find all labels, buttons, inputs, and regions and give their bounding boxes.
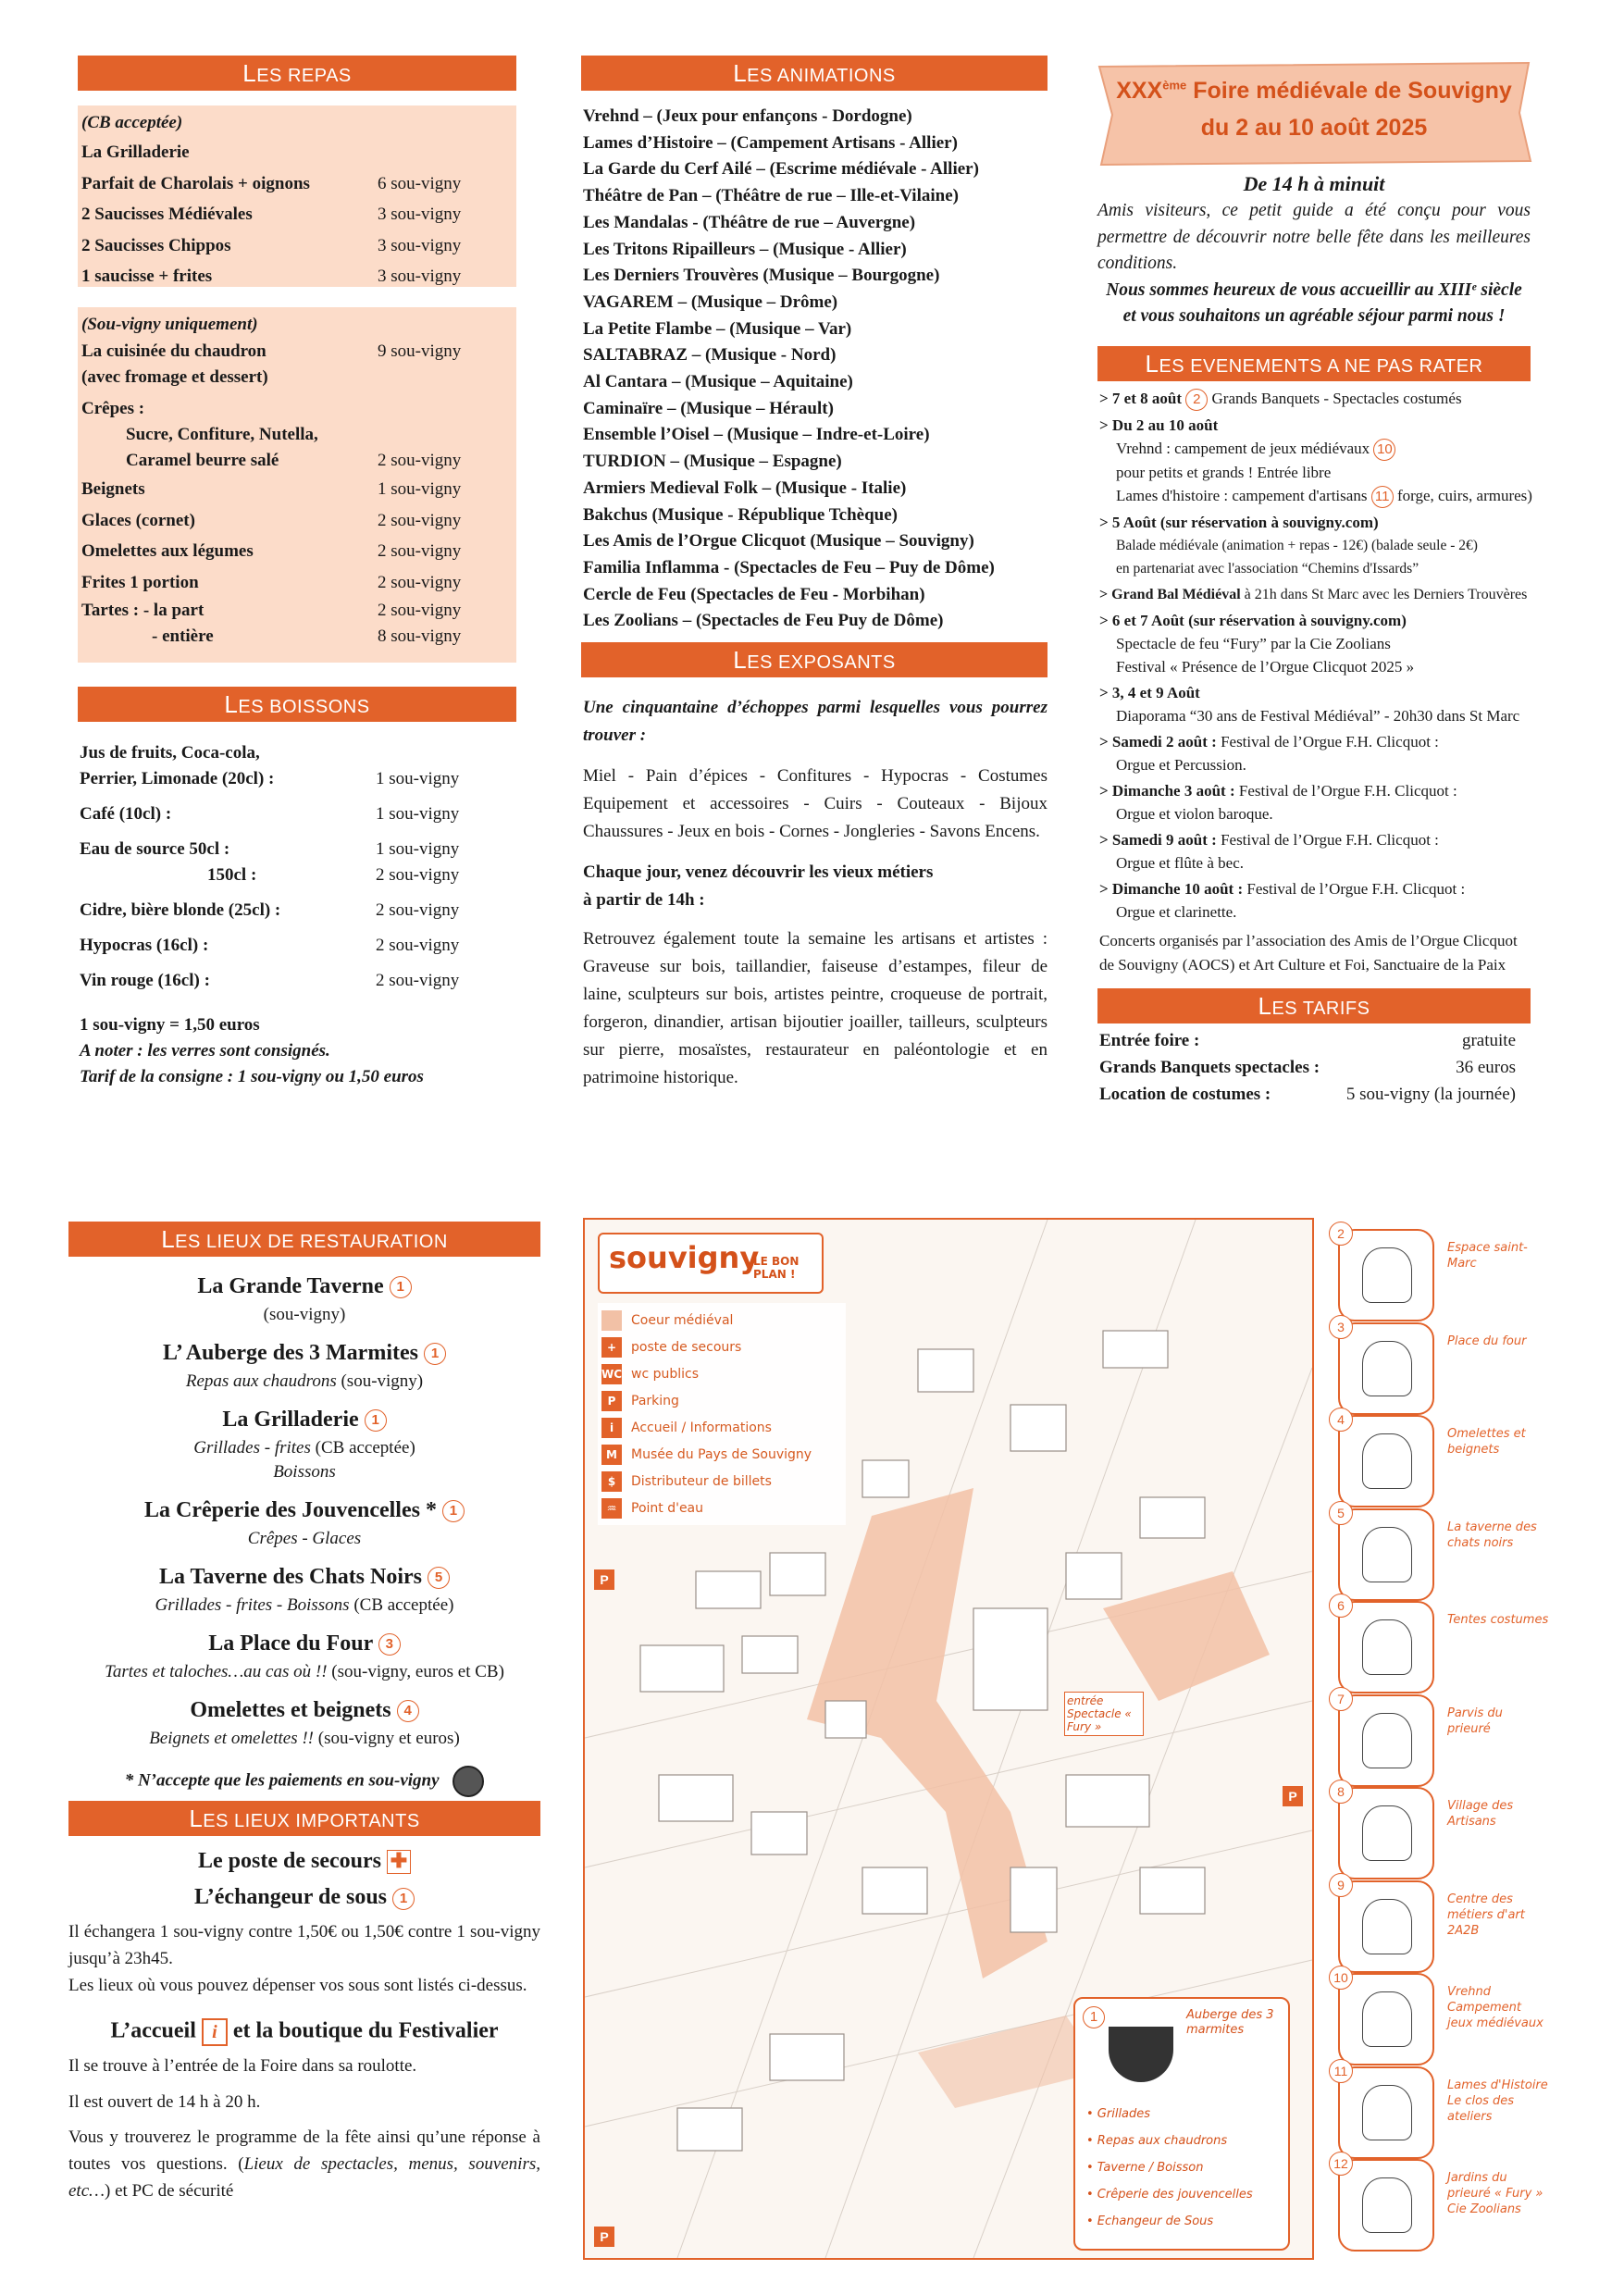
animation-item: Familia Inflamma - (Spectacles de Feu – Puy de Dôme) xyxy=(583,557,995,577)
animation-item: Les Amis de l’Orgue Clicquot (Musique – Souvigny) xyxy=(583,531,974,552)
cauldron-icon xyxy=(1109,2027,1173,2082)
side-legend-label: Jardins du prieuré « Fury » Cie Zoolians xyxy=(1447,2171,1543,2216)
animation-item: Vrehnd – (Jeux pour enfançons - Dordogne) xyxy=(583,106,912,126)
side-legend-num: 5 xyxy=(1329,1501,1353,1525)
evenements-list: > 7 et 8 août 2 Grands Banquets - Spectacles costumés > Du 2 au 10 août Vrehnd : campement de jeux médiévaux 10 pour petits et grands ! Entrée libre Lames d'histoire : campement d'artisans 11 forge, cuirs, armures) > 5 Août (sur réservation à souvigny.com) Balade médiévale (animation + repas - 12€) (balade seule - 2€) en partenariat avec l'association “Chemins d'Issards” > Grand Bal Médiéval à 21h dans St Marc avec les Derniers Trouvères > 6 et 7 Août (sur réservation à souvigny.com) Spectacle de feu “Fury” par la Cie Zoolians Festival « Présence de l’Orgue Clicquot 2025 » > 3, 4 et 9 Août Diaporama “30 ans de Festival Médiéval” - 20h30 dans St Marc > Samedi 2 août : Festival de l’Orgue F.H. Clicquot : Orgue et Percussion. > Dimanche 3 août : Festival de l’Orgue F.H. Clicquot : Orgue et violon baroque. > Samedi 9 août : Festival de l’Orgue F.H. Clicquot : Orgue et flûte à bec. > Dimanche 10 août : Festival de l’Orgue F.H. Clicquot : Orgue et clarinette. Concerts organisés par l’association des Amis de l’Orgue Clicquot de Souvigny (AOCS) et Art Culture et Foi, Sanctuaire de la Paix xyxy=(1099,387,1534,977)
tartes-row: Tartes : - la part 2 sou-vigny xyxy=(81,601,462,620)
animation-item: Les Zoolians – (Spectacles de Feu Puy de Dôme) xyxy=(583,611,944,631)
banner-title: XXXème Foire médiévale de Souvigny xyxy=(1116,78,1512,104)
jus-line1: Jus de fruits, Coca-cola, xyxy=(80,743,260,763)
legend-7-icon: ♒ xyxy=(601,1498,622,1519)
boissons-header: LES BOISSONS xyxy=(78,687,516,722)
animation-item: Lames d’Histoire – (Campement Artisans - Allier) xyxy=(583,132,958,153)
menu-row: Frites 1 portion 2 sou-vigny xyxy=(81,572,462,592)
side-legend-num: 3 xyxy=(1329,1315,1353,1339)
callout-item: • Crêperie des jouvencelles xyxy=(1086,2188,1253,2202)
animation-item: Cercle de Feu (Spectacles de Feu - Morbihan) xyxy=(583,584,925,604)
repas-panel-cb xyxy=(78,105,516,287)
animation-item: Caminaïre – (Musique – Hérault) xyxy=(583,398,834,418)
side-legend-label: Parvis du prieuré xyxy=(1447,1706,1503,1736)
animation-item: Al Cantara – (Musique – Aquitaine) xyxy=(583,372,853,392)
animation-item: Les Tritons Ripailleurs – (Musique - Allier) xyxy=(583,239,907,259)
tarif-row: Grands Banquets spectacles : 36 euros xyxy=(1099,1058,1516,1077)
town-map[interactable] xyxy=(583,1218,1314,2260)
illustration-icon xyxy=(1362,1619,1412,1675)
animation-item: Ensemble l’Oisel – (Musique – Indre-et-Loire) xyxy=(583,425,930,445)
side-legend-label: Village des Artisans xyxy=(1447,1799,1514,1829)
legend-3-icon: P xyxy=(601,1391,622,1411)
repas-header: LES REPAS xyxy=(78,56,516,91)
animation-item: La Garde du Cerf Ailé – (Escrime médiévale - Allier) xyxy=(583,159,979,180)
map-legend xyxy=(598,1303,846,1525)
side-legend-item xyxy=(1337,1877,1525,1973)
legend-item: M Musée du Pays de Souvigny xyxy=(601,1441,842,1468)
menu-row: Beignets 1 sou-vigny xyxy=(81,479,462,499)
side-legend-num: 8 xyxy=(1329,1780,1353,1804)
legend-item: $ Distributeur de billets xyxy=(601,1468,842,1495)
legend-item: Coeur médiéval xyxy=(601,1307,842,1334)
rate-row: 1 sou-vigny = 1,50 euros xyxy=(80,1015,260,1035)
callout-item: • Taverne / Boisson xyxy=(1086,2161,1204,2175)
side-legend-label: Lames d'Histoire Le clos des ateliers xyxy=(1447,2078,1548,2124)
hypocras-row: Hypocras (16cl) : 2 sou-vigny xyxy=(80,936,460,955)
legend-6-icon: $ xyxy=(601,1471,622,1492)
metiers-text: Retrouvez également toute la semaine les artisans et artistes : Graveuse sur bois, taillandier, faiseuse d’estampes, fileur de laine, sculpteurs sur bois, artistes peintre, croqueuse de portrait, forgeron, dinandier, artisan bijoutier joailler, tailleurs, sculpteurs sur pierre, mosaïstes, restaurateur en paléontologie et en patrimoine historique. xyxy=(583,929,1048,1087)
side-legend-item xyxy=(1333,2063,1548,2159)
animation-item: Armiers Medieval Folk – (Musique - Italie) xyxy=(583,478,907,498)
animation-item: SALTABRAZ – (Musique - Nord) xyxy=(583,345,837,366)
callout-item: • Repas aux chaudrons xyxy=(1086,2134,1228,2148)
auberge-callout: 1 Auberge des 3 marmites • Grillades • Repas aux chaudrons • Taverne / Boisson • Crêperie des jouvencelles • Echangeur de Sous xyxy=(1073,1997,1290,2251)
fury-entrance-label: entrée Spectacle « Fury » xyxy=(1064,1692,1144,1736)
animation-item: Les Mandalas - (Théâtre de rue – Auvergne) xyxy=(583,212,916,232)
tarifs-list xyxy=(1099,1027,1553,1108)
cafe-row: Café (10cl) : 1 sou-vigny xyxy=(80,804,460,824)
side-legend-item xyxy=(1337,1784,1514,1879)
crepes-title: Crêpes : xyxy=(81,399,145,418)
chaudron-note: (avec fromage et dessert) xyxy=(81,367,268,387)
banner-dates: du 2 au 10 août 2025 xyxy=(1200,115,1428,141)
illustration-icon xyxy=(1362,1527,1412,1582)
exposants-list: Miel - Pain d’épices - Confitures - Hypocras - Costumes Equipement et accessoires - Cuirs - Couteaux - Bijoux Chaussures - Jeux en bois - Cornes - Jongleries - Savons Encens. xyxy=(583,766,1048,841)
illustration-icon xyxy=(1362,1713,1412,1768)
side-legend-label: La taverne des chats noirs xyxy=(1447,1520,1537,1550)
side-legend-item xyxy=(1337,1319,1527,1415)
metiers-title2: à partir de 14h : xyxy=(583,890,705,910)
side-legend-label: Centre des métiers d'art 2A2B xyxy=(1447,1892,1525,1938)
map-title: souvigny xyxy=(609,1240,760,1275)
side-legend-label: Place du four xyxy=(1447,1334,1527,1348)
event-banquets: > 7 et 8 août 2 Grands Banquets - Spectacles costumés xyxy=(1099,387,1534,411)
side-legend xyxy=(1327,1222,1549,2249)
welcome-text: Amis visiteurs, ce petit guide a été conçu pour vous permettre de découvrir notre belle fête dans les meilleures conditions. Nous sommes heureux de vous accueillir au XIIIᵉ siècle et vous souhaitons un agréable séjour parmi nous ! xyxy=(1097,201,1531,326)
legend-item: WC wc publics xyxy=(601,1360,842,1387)
legend-item: i Accueil / Informations xyxy=(601,1414,842,1441)
side-legend-num: 9 xyxy=(1329,1873,1353,1897)
tartes-row2: - entière 8 sou-vigny xyxy=(152,626,462,646)
legend-4-icon: i xyxy=(601,1418,622,1438)
illustration-icon xyxy=(1362,1805,1412,1861)
tarif-row: Location de costumes : 5 sou-vigny (la journée) xyxy=(1099,1085,1516,1104)
callout-item: • Grillades xyxy=(1086,2107,1151,2121)
grilladerie-title: La Grilladerie xyxy=(81,143,190,162)
banner-hours: De 14 h à minuit xyxy=(1243,172,1385,195)
side-legend-item xyxy=(1337,1412,1526,1507)
illustration-icon xyxy=(1362,2085,1412,2140)
restauration-header: LES LIEUX DE RESTAURATION xyxy=(68,1222,540,1257)
menu-row: 1 saucisse + frites 3 sou-vigny xyxy=(81,267,462,286)
chaudron-row: La cuisinée du chaudron 9 sou-vigny xyxy=(81,341,462,361)
illustration-icon xyxy=(1362,1247,1412,1303)
side-legend-label: Omelettes et beignets xyxy=(1447,1427,1526,1457)
side-legend-item xyxy=(1333,2156,1543,2252)
metiers-title1: Chaque jour, venez découvrir les vieux métiers xyxy=(583,862,934,882)
eau-row2: 150cl : 2 sou-vigny xyxy=(207,865,460,885)
menu-row: 2 Saucisses Chippos 3 sou-vigny xyxy=(81,235,462,255)
side-legend-num: 10 xyxy=(1329,1966,1353,1990)
legend-1-icon: + xyxy=(601,1337,622,1358)
importants-header: LES LIEUX IMPORTANTS xyxy=(68,1801,540,1836)
legend-item: + poste de secours xyxy=(601,1334,842,1360)
exposants-intro: Une cinquantaine d’échoppes parmi lesquelles vous pourrez trouver : xyxy=(583,698,1048,745)
side-legend-num: 12 xyxy=(1329,2152,1353,2176)
exposants-header: LES EXPOSANTS xyxy=(581,642,1048,677)
map-title-box xyxy=(598,1233,824,1294)
legend-2-icon: WC xyxy=(601,1364,622,1384)
event-du-2-au-10: > Du 2 au 10 août xyxy=(1099,416,1219,435)
repas-group-title: (CB acceptée) xyxy=(81,113,183,132)
eau-row: Eau de source 50cl : 1 sou-vigny xyxy=(80,839,460,859)
parking-marker[interactable]: P xyxy=(1283,1786,1303,1806)
animation-item: VAGAREM – (Musique – Drôme) xyxy=(583,292,838,312)
illustration-icon xyxy=(1362,1899,1412,1954)
crepes-line1: Sucre, Confiture, Nutella, xyxy=(126,425,318,444)
side-legend-item xyxy=(1337,1505,1537,1601)
side-legend-num: 4 xyxy=(1329,1408,1353,1432)
cidre-row: Cidre, bière blonde (25cl) : 2 sou-vigny xyxy=(80,900,460,920)
illustration-icon xyxy=(1362,1341,1412,1396)
menu-row: Omelettes aux légumes 2 sou-vigny xyxy=(81,541,462,561)
side-legend-label: Espace saint-Marc xyxy=(1447,1241,1528,1271)
coin-icon xyxy=(452,1766,484,1797)
legend-item: ♒ Point d'eau xyxy=(601,1495,842,1521)
illustration-icon xyxy=(1362,1433,1412,1489)
repas-list-cb xyxy=(80,168,516,292)
animation-item: TURDION – (Musique – Espagne) xyxy=(583,452,842,472)
animation-item: La Petite Flambe – (Musique – Var) xyxy=(583,318,852,339)
restauration-list: La Grande Taverne 1 (sou-vigny) L’ Auberge des 3 Marmites 1 Repas aux chaudrons (sou-vigny) La Grilladerie 1 Grillades - frites (CB acceptée) Boissons La Crêperie des Jouvencelles * 1 Crêpes - Glaces La Taverne des Chats Noirs 5 Grillades - frites - Boissons (CB acceptée) La Place du Four 3 Tartes et taloches…au cas où !! (sou-vigny, euros et CB) Omelettes et beignets 4 Beignets et omelettes !! (sou-vigny et euros) * N’accepte que les paiements en sou-vigny xyxy=(68,1270,540,1797)
animation-item: Théâtre de Pan – (Théâtre de rue – Ille-et-Vilaine) xyxy=(583,186,959,206)
animations-header: LES ANIMATIONS xyxy=(581,56,1048,91)
side-legend-num: 6 xyxy=(1329,1594,1353,1618)
parking-marker[interactable]: P xyxy=(594,1569,614,1590)
consigne-note: A noter : les verres sont consignés. xyxy=(80,1041,330,1061)
menu-row: Parfait de Charolais + oignons 6 sou-vigny xyxy=(81,173,462,193)
crepes-line2: Caramel beurre salé 2 sou-vigny xyxy=(126,451,462,470)
illustration-icon xyxy=(1362,2177,1412,2233)
side-legend-item xyxy=(1333,1970,1543,2066)
exposants-block xyxy=(583,694,1048,1092)
side-legend-num: 11 xyxy=(1329,2059,1353,2083)
tarif-row: Entrée foire : gratuite xyxy=(1099,1031,1516,1050)
map-subtitle: LE BON PLAN ! xyxy=(753,1255,800,1281)
animations-list xyxy=(583,104,1049,635)
animation-item: Bakchus (Musique - République Tchèque) xyxy=(583,504,898,525)
side-legend-item xyxy=(1337,1598,1549,1693)
side-legend-num: 2 xyxy=(1329,1222,1353,1246)
repas-group2-title: (Sou-vigny uniquement) xyxy=(81,315,258,334)
legend-0-icon xyxy=(601,1310,622,1331)
callout-num: 1 xyxy=(1083,2006,1105,2028)
boissons-block xyxy=(80,740,514,1090)
side-legend-num: 7 xyxy=(1329,1687,1353,1711)
tarifs-header: LES TARIFS xyxy=(1097,988,1531,1023)
scroll-ribbon-icon xyxy=(1092,57,1536,168)
title-banner xyxy=(1092,57,1536,168)
side-legend-item xyxy=(1337,1226,1528,1321)
evenements-header: LES EVENEMENTS A NE PAS RATER xyxy=(1097,346,1531,381)
repas-list-souvigny xyxy=(81,474,516,598)
side-legend-label: Tentes costumes xyxy=(1447,1613,1549,1627)
side-legend-label: Vrehnd Campement jeux médiévaux xyxy=(1447,1985,1543,2030)
menu-row: Glaces (cornet) 2 sou-vigny xyxy=(81,510,462,530)
repas-panel-souvigny xyxy=(78,307,516,663)
vin-row: Vin rouge (16cl) : 2 sou-vigny xyxy=(80,971,460,990)
menu-row: 2 Saucisses Médiévales 3 sou-vigny xyxy=(81,205,462,224)
legend-5-icon: M xyxy=(601,1445,622,1465)
animation-item: Les Derniers Trouvères (Musique – Bourgogne) xyxy=(583,266,940,286)
consigne-tarif: Tarif de la consigne : 1 sou-vigny ou 1,50 euros xyxy=(80,1067,424,1086)
illustration-icon xyxy=(1362,1991,1412,2047)
first-aid-icon: ✚ xyxy=(387,1850,411,1874)
parking-marker[interactable]: P xyxy=(594,2227,614,2247)
legend-item: P Parking xyxy=(601,1387,842,1414)
info-icon: i xyxy=(202,2018,228,2046)
importants-block: Le poste de secours ✚ L’échangeur de sous 1 Il échangera 1 sou-vigny contre 1,50€ ou 1,50€ contre 1 sou-vigny jusqu’à 23h45. Les lieux où vous pouvez dépenser vos sous sont listés ci-dessus. L’accueil i et la boutique du Festivalier Il se trouve à l’entrée de la Foire dans sa roulotte. Il est ouvert de 14 h à 20 h. Vous y trouverez le programme de la fête ainsi qu’une réponse à toutes vos questions. (Lieux de spectacles, menus, souvenirs, etc…) et PC de sécurité xyxy=(68,1849,540,2202)
side-legend-item xyxy=(1337,1691,1503,1787)
callout-item: • Echangeur de Sous xyxy=(1086,2214,1214,2228)
jus-line2: Perrier, Limonade (20cl) : 1 sou-vigny xyxy=(80,769,460,788)
